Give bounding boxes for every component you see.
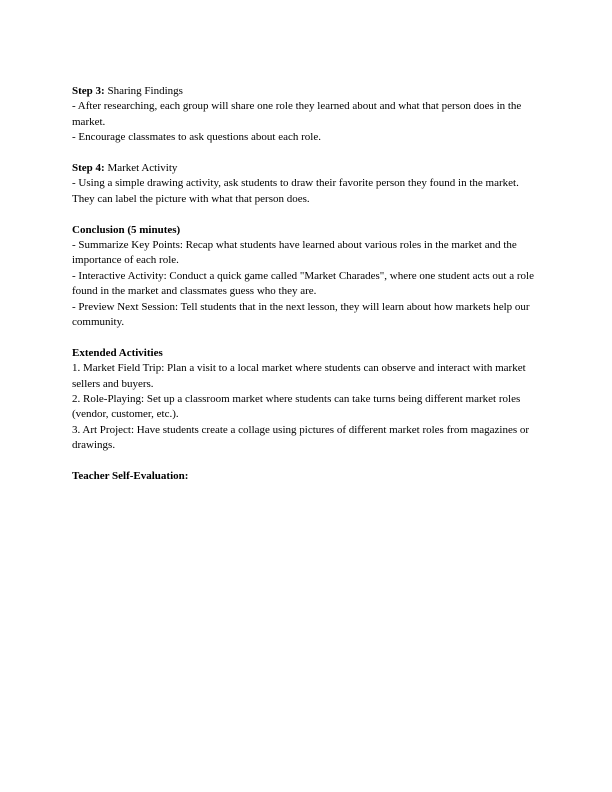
step-3-label: Step 3: — [72, 85, 105, 97]
step-4-section — [72, 161, 542, 207]
teacher-evaluation-section — [72, 469, 542, 484]
extended-activity-1: 1. Market Field Trip: Plan a visit to a local market where students can observe and interact with market sellers and buyers. — [72, 362, 526, 390]
step-3-heading — [72, 84, 542, 99]
step-3-line-2: - Encourage classmates to ask questions about each role. — [72, 131, 321, 144]
step-3-line-1: - After researching, each group will share one role they learned about and what that person does in the market. — [72, 100, 522, 128]
step-4-line-1: - Using a simple drawing activity, ask students to draw their favorite person they found in the market. They can label the picture with what that person does. — [72, 177, 519, 205]
step-4-heading — [72, 161, 542, 176]
teacher-evaluation-heading: Teacher Self-Evaluation: — [72, 470, 189, 483]
conclusion-line-1: - Summarize Key Points: Recap what students have learned about various roles in the market and the importance of each role. — [72, 239, 517, 267]
extended-activity-3: 3. Art Project: Have students create a collage using pictures of different market roles from magazines or drawings. — [72, 423, 530, 452]
document-page — [72, 84, 542, 500]
step-3-title: Sharing Findings — [104, 85, 183, 97]
step-4-label: Step 4: — [72, 162, 105, 175]
conclusion-heading: Conclusion (5 minutes) — [72, 223, 181, 236]
extended-activities-heading: Extended Activities — [72, 346, 163, 359]
extended-activity-2: 2. Role-Playing: Set up a classroom market where students can take turns being different market roles (vendor, customer, etc.). — [72, 393, 521, 421]
conclusion-line-3: - Preview Next Session: Tell students that in the next lesson, they will learn about how markets help our community. — [72, 300, 530, 329]
conclusion-line-2: - Interactive Activity: Conduct a quick game called "Market Charades", where one student acts out a role found in the market and classmates guess who they are. — [72, 269, 534, 298]
step-3-section — [72, 84, 542, 146]
conclusion-section — [72, 223, 542, 331]
extended-activities-section — [72, 346, 542, 454]
step-4-title: Market Activity — [104, 162, 178, 175]
